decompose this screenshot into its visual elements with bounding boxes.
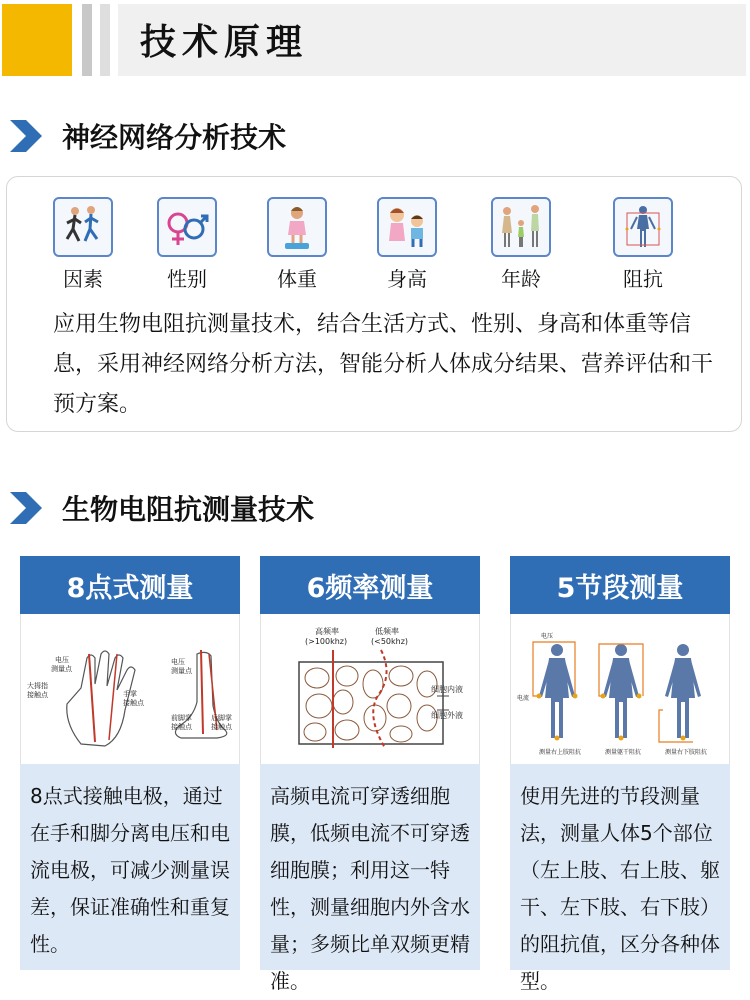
chevron-right-icon bbox=[6, 488, 46, 528]
section-title: 神经网络分析技术 bbox=[62, 121, 287, 154]
header-divider-bar bbox=[82, 4, 92, 76]
label-high-frequency-range: (>100khz) bbox=[305, 637, 348, 646]
cell-current-diagram bbox=[260, 614, 480, 764]
page-title: 技术原理 bbox=[140, 22, 309, 63]
label-palm-contact: 接触点 bbox=[123, 699, 144, 707]
factor-label: 身高 bbox=[387, 267, 427, 291]
label-low-frequency: 低频率 bbox=[375, 627, 399, 636]
label-right-arm: 测量右上肢阻抗 bbox=[539, 749, 582, 756]
body-impedance-icon bbox=[613, 197, 673, 257]
label-voltage: 电压 bbox=[541, 633, 554, 640]
height-kids-icon bbox=[377, 197, 437, 257]
scale-person-icon bbox=[267, 197, 327, 257]
label-thumb: 大拇指 bbox=[27, 682, 48, 690]
label-forefoot-contact: 接触点 bbox=[171, 723, 192, 731]
header-divider-bar bbox=[100, 4, 110, 76]
label-heel-contact: 接触点 bbox=[211, 723, 232, 731]
section-heading-neural bbox=[6, 114, 286, 158]
gender-icon bbox=[157, 197, 217, 257]
label-intracellular: 细胞内液 bbox=[431, 685, 463, 694]
neural-description: 应用生物电阻抗测量技术，结合生活方式、性别、身高和体重等信息，采用神经网络分析方法，智能分析人体成分结果、营养评估和干预方案。 bbox=[53, 312, 714, 417]
label-current: 电流 bbox=[517, 695, 530, 702]
label-voltage-hand: 电压 bbox=[55, 656, 69, 664]
label-point-hand: 测量点 bbox=[51, 665, 72, 673]
section-title: 生物电阻抗测量技术 bbox=[62, 493, 315, 526]
factor-label: 性别 bbox=[167, 267, 207, 291]
factor-item bbox=[51, 197, 115, 292]
label-heel: 后脚掌 bbox=[211, 714, 232, 722]
factor-item bbox=[489, 197, 553, 292]
header-accent-block bbox=[2, 4, 72, 76]
card-title: 5节段测量 bbox=[510, 556, 730, 614]
card-6-frequency bbox=[260, 556, 480, 993]
runners-icon bbox=[53, 197, 113, 257]
card-description: 高频电流可穿透细胞膜，低频电流不可穿透细胞膜；利用这一特性，测量细胞内外含水量；多频比单双频更精准。 bbox=[260, 764, 480, 970]
label-trunk: 测量躯干阻抗 bbox=[605, 749, 642, 756]
label-point-foot: 测量点 bbox=[171, 667, 192, 675]
card-description: 8点式接触电极，通过在手和脚分离电压和电流电极，可减少测量误差，保证准确性和重复性。 bbox=[20, 764, 240, 970]
label-thumb-contact: 接触点 bbox=[27, 691, 48, 699]
factor-item bbox=[375, 197, 439, 292]
section-heading-bia bbox=[6, 486, 314, 530]
label-palm: 手掌 bbox=[123, 690, 137, 698]
factor-label: 体重 bbox=[277, 267, 317, 291]
factor-label: 阻抗 bbox=[623, 267, 663, 291]
label-extracellular: 细胞外液 bbox=[431, 711, 463, 720]
card-title: 8点式测量 bbox=[20, 556, 240, 614]
factor-label: 因素 bbox=[63, 267, 103, 291]
factor-label: 年龄 bbox=[501, 267, 541, 291]
family-age-icon bbox=[491, 197, 551, 257]
card-5-segment bbox=[510, 556, 730, 993]
card-description: 使用先进的节段测量法，测量人体5个部位（左上肢、右上肢、躯干、左下肢、右下肢）的阻抗值，区分各种体型。 bbox=[510, 764, 730, 970]
hand-foot-electrode-diagram bbox=[20, 614, 240, 764]
card-8-point bbox=[20, 556, 240, 970]
factor-item bbox=[611, 197, 675, 292]
factor-item bbox=[155, 197, 219, 292]
label-voltage-foot: 电压 bbox=[171, 658, 185, 666]
chevron-right-icon bbox=[6, 116, 46, 156]
segment-body-diagram bbox=[510, 614, 730, 764]
page-header bbox=[0, 0, 750, 80]
neural-analysis-panel bbox=[6, 176, 742, 432]
label-forefoot: 前脚掌 bbox=[171, 714, 192, 722]
card-title: 6频率测量 bbox=[260, 556, 480, 614]
label-high-frequency: 高频率 bbox=[315, 627, 339, 636]
factor-item bbox=[265, 197, 329, 292]
label-right-leg: 测量右下肢阻抗 bbox=[665, 749, 708, 756]
label-low-frequency-range: (<50khz) bbox=[371, 637, 409, 646]
